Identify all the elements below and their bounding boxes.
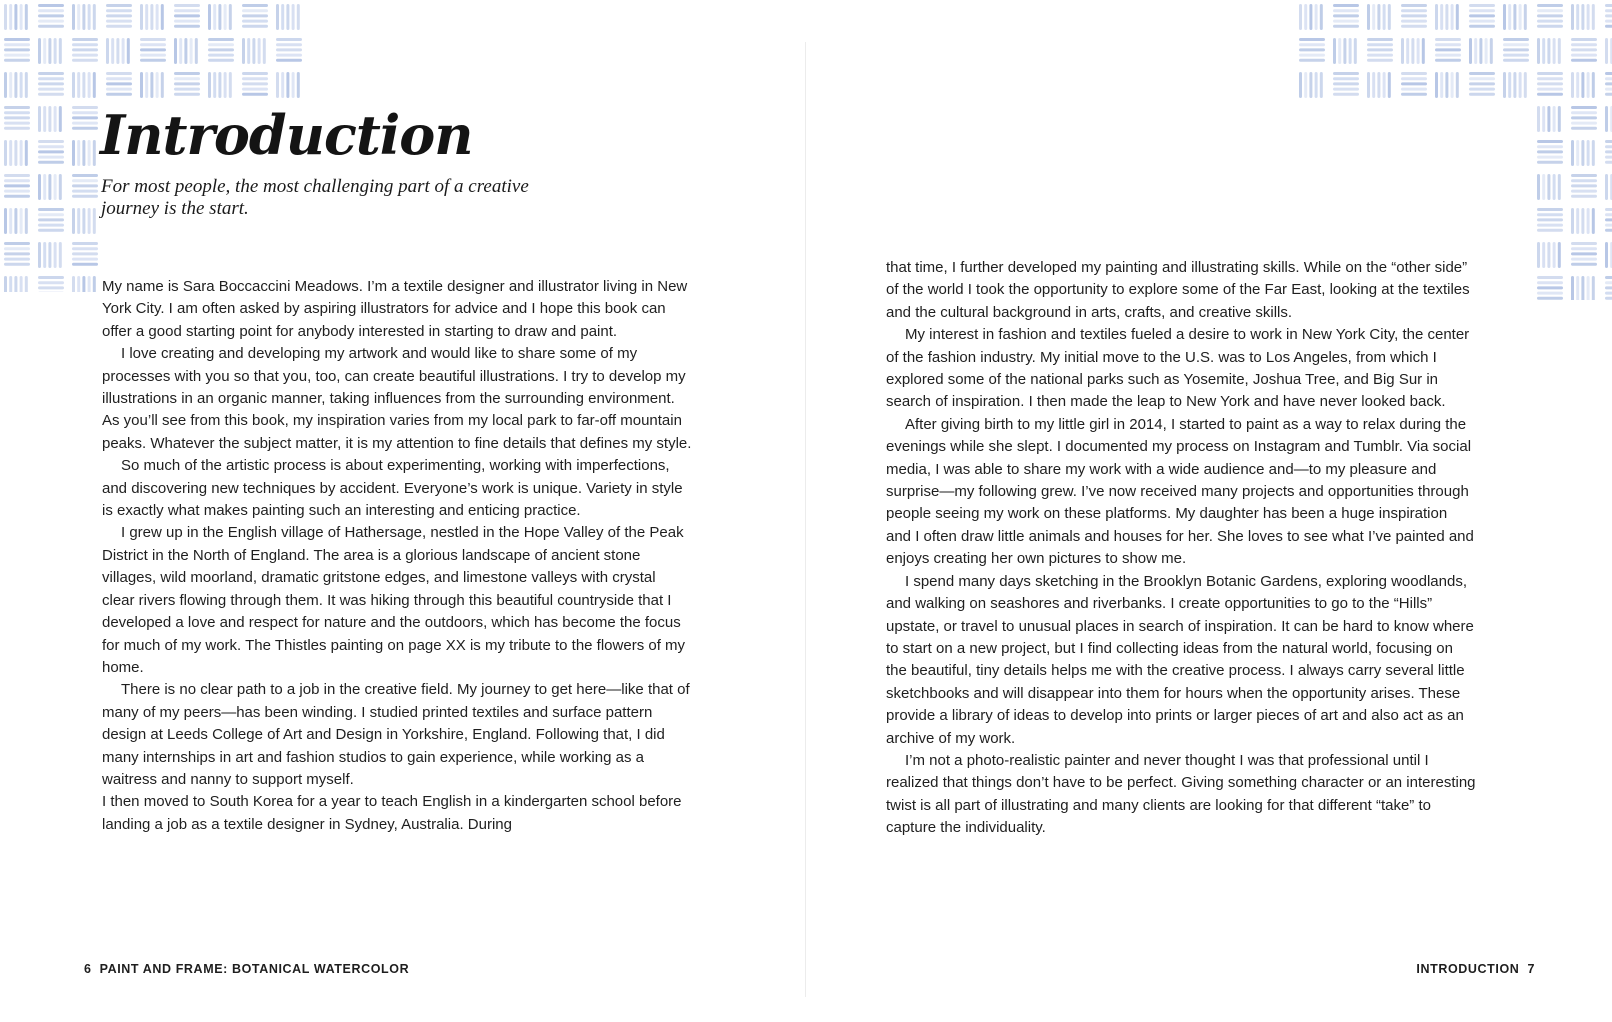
paragraph: As you’ll see from this book, my inspiration varies from my local park to far-off mountain peaks. Whatever the subject matter, it is my attention to fine details that defines my style. (102, 412, 692, 452)
running-head: INTRODUCTION (1416, 962, 1520, 976)
lede-text: For most people, the most challenging part of a creative journey is the start. (101, 176, 529, 219)
folio-left (84, 962, 409, 976)
page-number: 7 (1527, 962, 1535, 976)
paragraph: There is no clear path to a job in the creative field. My journey to get here—like that of many of my peers—has been winding. I studied printed textiles and surface pattern design at Leeds College of Art and Design in Yorkshire, England. Following that, I did many internships in art and fashion studios to gain experience, while working as a waitress and nanny to support myself. (102, 681, 690, 788)
running-head: PAINT AND FRAME: BOTANICAL WATERCOLOR (99, 962, 410, 976)
right-body-text (886, 257, 1476, 840)
paragraph: After giving birth to my little girl in 2014, I started to paint as a way to relax during the evenings while she slept. I documented my process on Instagram and Tumblr. Via social media, I was able to share my work with a wide audience and—to my pleasure and surprise—my following grew. I’ve now received many projects and opportunities through people seeing my work on these platforms. My daughter has been a huge inspiration and I often draw little animals and houses for her. She loves to see what I’ve painted and enjoys creating her own pictures to show me. (886, 415, 1474, 568)
paragraph: So much of the artistic process is about experimenting, working with imperfections, and discovering new techniques by accident. Everyone’s work is unique. Variety in style is exactly what makes painting such an interesting and enticing practice. (102, 457, 683, 520)
folio-right (1416, 962, 1535, 976)
paragraph: I love creating and developing my artwork and would like to share some of my processes with you so that you, too, can create beautiful illustrations. I try to develop my illustrations in an organic manner, taking influences from the surrounding environment. (102, 345, 686, 408)
page-title: Introduction (100, 103, 473, 167)
paragraph: that time, I further developed my painting and illustrating skills. While on the “other side” of the world I took the opportunity to explore some of the Far East, looking at the textiles and the cultural background in arts, crafts, and creative skills. (886, 259, 1470, 321)
page-number: 6 (84, 962, 92, 976)
paragraph: My name is Sara Boccaccini Meadows. I’m a textile designer and illustrator living in New York City. I am often asked by aspiring illustrators for advice and I hope this book can offer a good starting point for anybody interested in starting to draw and paint. (102, 278, 688, 340)
right-page (806, 0, 1612, 1022)
paragraph: I’m not a photo-realistic painter and never thought I was that professional until I realized that things don’t have to be perfect. Giving something character or an interesting twist is all part of illustrating and many clients are looking for that different “take” to capture the individuality. (886, 751, 1476, 837)
paragraph: I then moved to South Korea for a year to teach English in a kindergarten school before landing a job as a textile designer in Sydney, Australia. During (102, 793, 682, 833)
paragraph: I grew up in the English village of Hathersage, nestled in the Hope Valley of the Peak District in the North of England. The area is a glorious landscape of ancient stone villages, wild moorland, dramatic gritstone edges, and limestone valleys with crystal clear rivers flowing through them. It was hiking through this beautiful countryside that I developed a love and respect for nature and the outdoors, which has become the focus for much of my work. The Thistles painting on page XX is my tribute to the flowers of my home. (102, 524, 686, 676)
paragraph: My interest in fashion and textiles fueled a desire to work in New York City, the center of the fashion industry. My initial move to the U.S. was to Los Angeles, from which I explored some of the national parks such as Yosemite, Joshua Tree, and Big Sur in search of inspiration. I then made the leap to New York and have never looked back. (886, 326, 1470, 411)
paragraph: I spend many days sketching in the Brooklyn Botanic Gardens, exploring woodlands, and walking on seashores and riverbanks. I create opportunities to go to the “Hills” upstate, or travel to unusual places in search of inspiration. It can be hard to know where to start on a new project, but I find collecting ideas from the natural world, focusing on the beautiful, tiny details helps me with the creative process. I always carry several little sketchbooks and will disappear into them for hours when the opportunity arises. These provide a library of ideas to develop into prints or larger pieces of art and also act as an archive of my work. (886, 572, 1474, 747)
left-body-text (102, 276, 692, 836)
